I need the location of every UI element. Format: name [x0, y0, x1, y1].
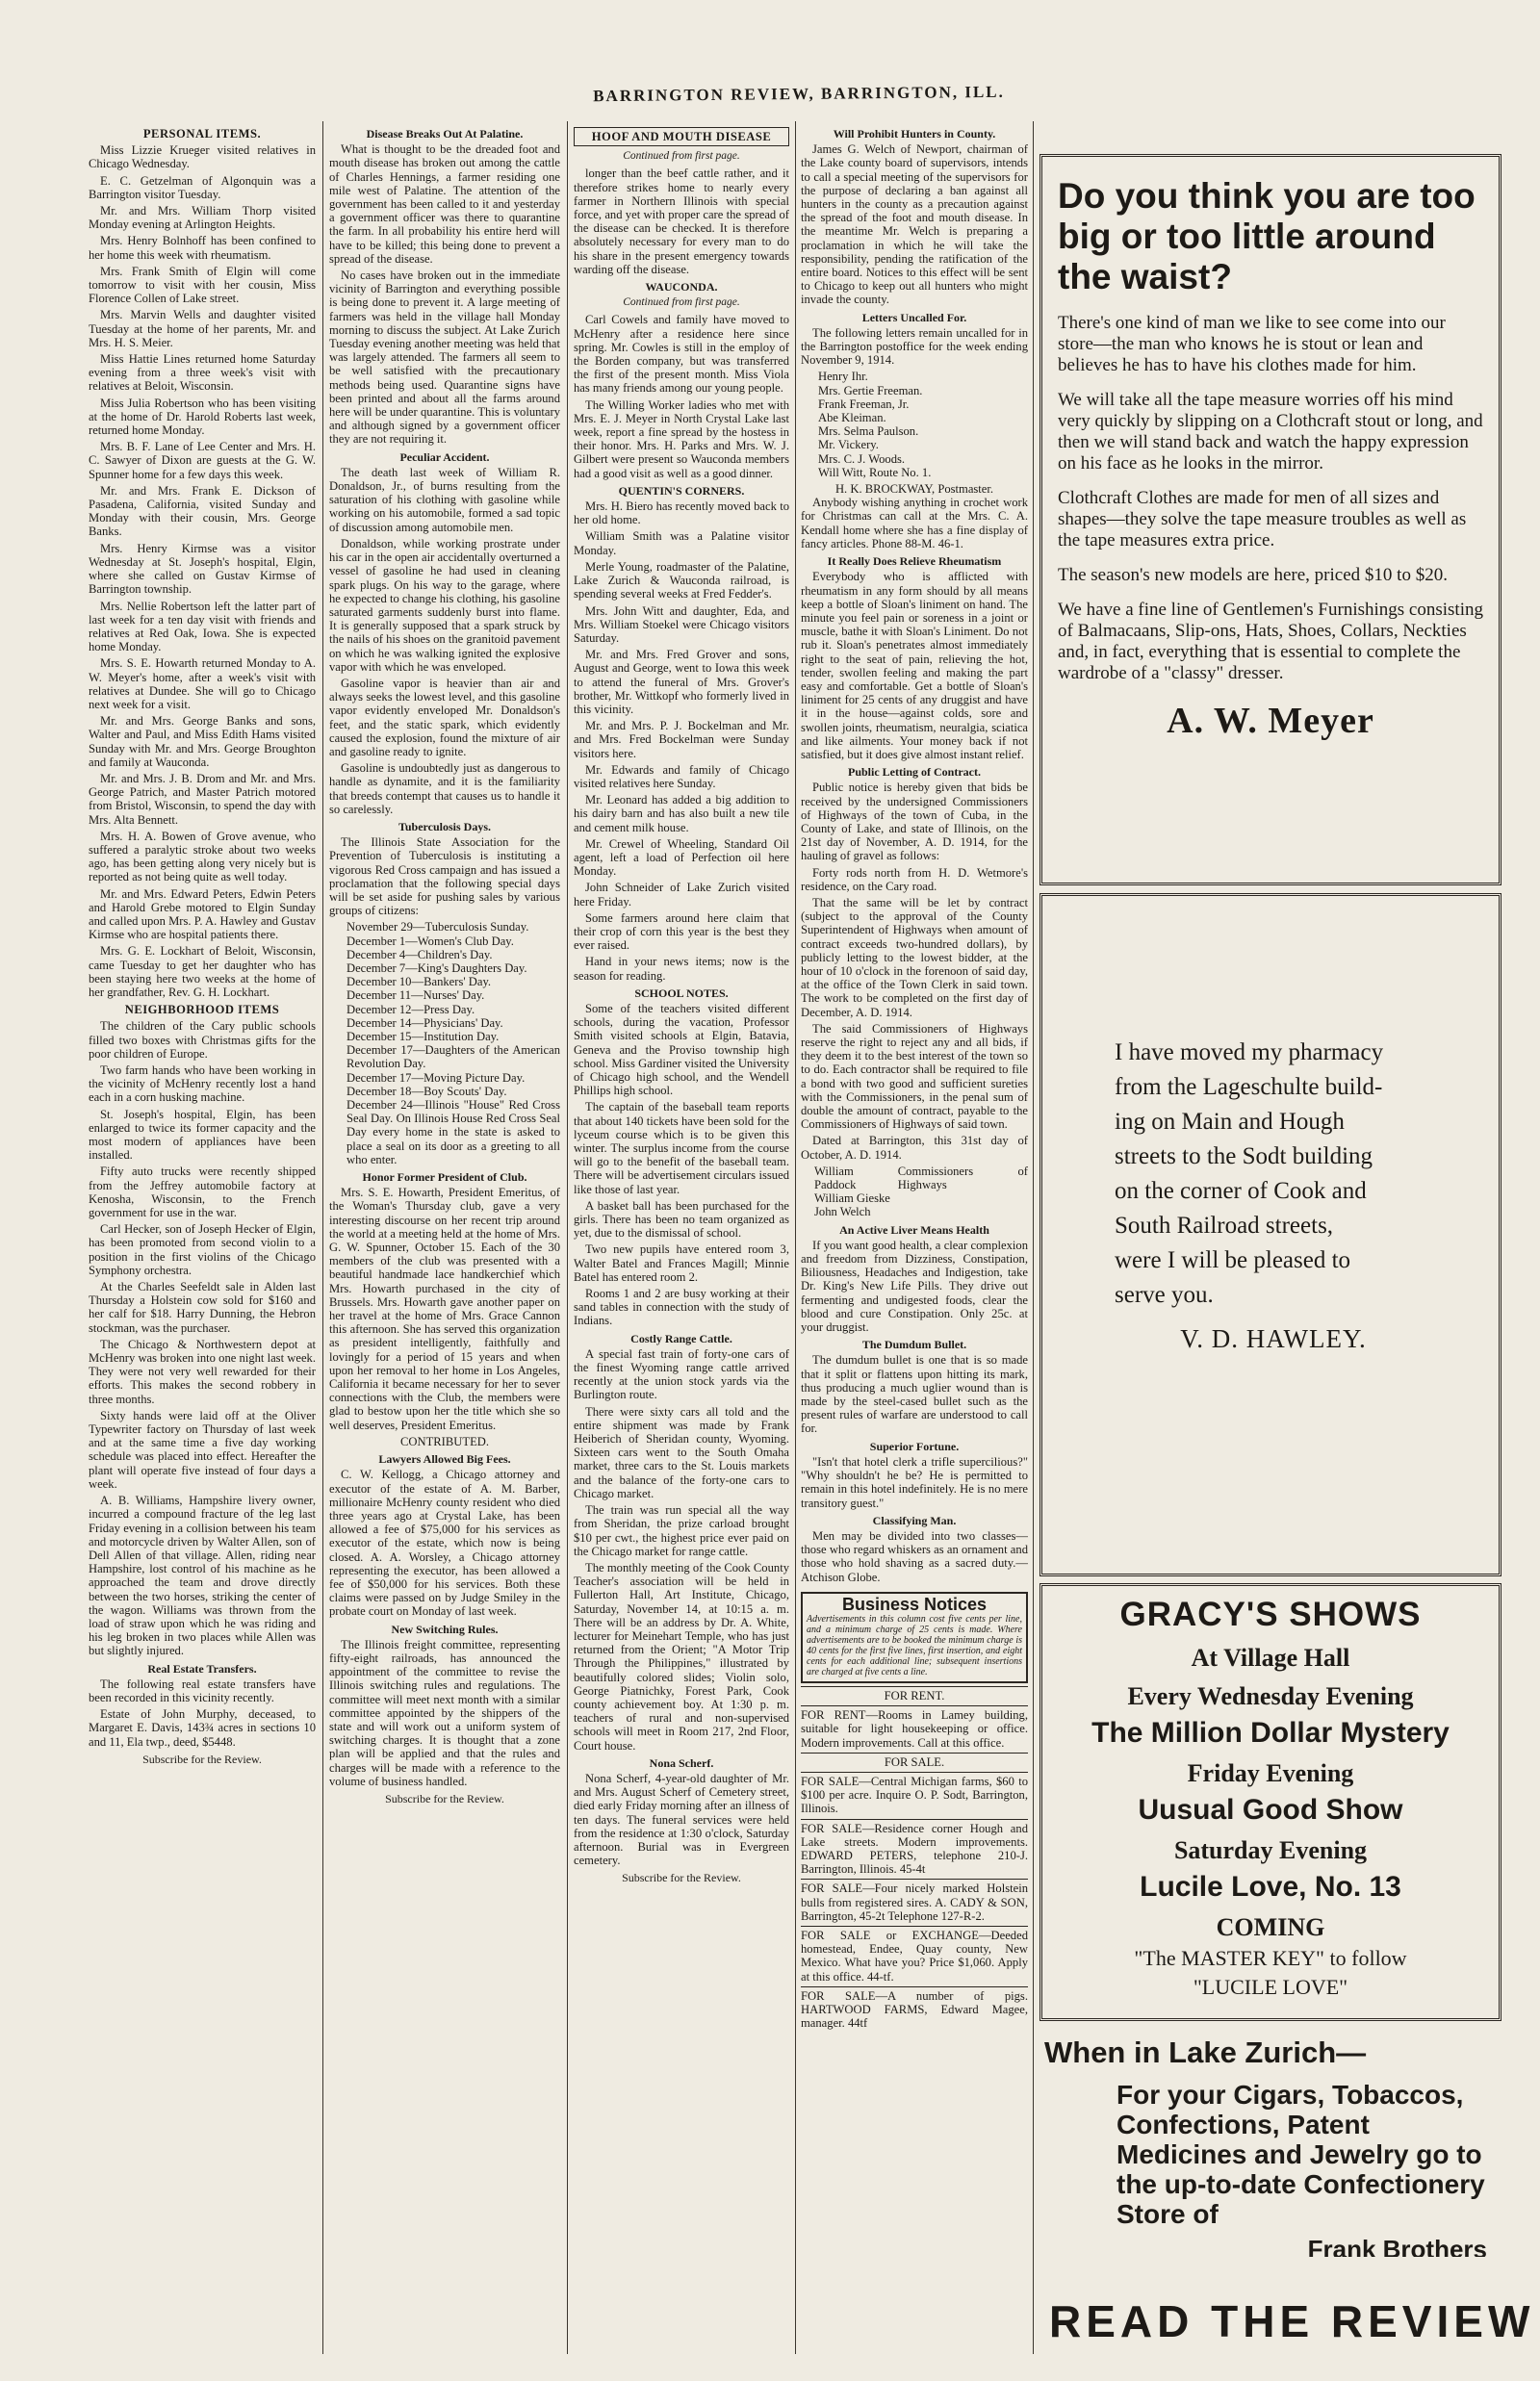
text-line: A basket ball has been purchased for the girls. There has been no team organized as yet, due to the dismissal of school.: [574, 1198, 789, 1241]
commissioners-label: Commissioners of Highways: [897, 1164, 1028, 1192]
text-line: C. W. Kellogg, a Chicago attorney and executor of the estate of A. M. Barber, millionaire McHenry county resident who died three years ago at Crystal Lake, has been allowed a fee of $75,000 for his services as executor of the estate, which now is being closed. A. A. Worsley, a Chicago attorney representing the executor, has been allowed a fee of $50,000 for his services. Both these claims were passed on by Judge Smiley in the probate court on Monday of last week.: [329, 1468, 560, 1619]
column-notices: [801, 123, 1028, 2356]
article-body: [329, 1638, 560, 1788]
letters-list: [818, 370, 1028, 479]
section-heading: It Really Does Relieve Rheumatism: [827, 554, 1002, 569]
text-line: were I will be pleased to: [1115, 1247, 1351, 1273]
text-line: Mr. and Mrs. William Thorp visited Monday evening at Arlington Heights.: [89, 204, 316, 232]
text-line: Mrs. G. E. Lockhart of Beloit, Wisconsin, came Tuesday to get her daughter who has been staying here two weeks at the home of her grandfather, Rev. G. H. Lockhart.: [89, 944, 316, 999]
text-line: The said Commissioners of Highways reserve the right to reject any and all bids, if they deem it to the best interest of the town so to do. Each contractor shall be required to file a bond with two good and sufficient sureties with the Commissioners, in the penal sum of double the amount of contract, payable to the Commissioners of Highways of said town.: [801, 1021, 1028, 1132]
text-line: Anybody wishing anything in crochet work for Christmas can call at the Mrs. C. A. Kendall home where she has a fine display of fancy articles. Phone 88-M. 46-1.: [801, 496, 1028, 550]
text-line: Miss Julia Robertson who has been visiting at the home of Dr. Harold Roberts last week, returned home Monday.: [89, 396, 316, 438]
text-line: Mr. Crewel of Wheeling, Standard Oil agent, left a load of Perfection oil here Monday.: [574, 836, 789, 879]
for-rent-heading: FOR RENT.: [801, 1686, 1028, 1703]
ad-line: Every Wednesday Evening: [1127, 1682, 1414, 1710]
text-line: December 24—Illinois "House" Red Cross Seal Day. On Illinois House Red Cross Seal Day every home in the state is asked to place a seal on its door as a greeting to all who enter.: [346, 1098, 560, 1166]
text-line: John Welch: [814, 1205, 871, 1219]
text-line: Forty rods north from H. D. Wetmore's residence, on the Cary road.: [801, 865, 1028, 893]
article-body: [801, 1529, 1028, 1584]
continued-note: Continued from first page.: [623, 150, 740, 163]
text-line: November 29—Tuberculosis Sunday.: [346, 920, 529, 934]
text-line: William Gieske: [814, 1191, 890, 1206]
article-body: [574, 166, 789, 276]
postmaster-signature: H. K. BROCKWAY, Postmaster.: [834, 482, 994, 497]
business-notices-intro: Advertisements in this column cost five cents per line, and a minimum charge of 25 cents is made. Where advertisements are to be booked the minimum charge is 40 cents for the first five lines, first insertion, and eight cents for each additional line; subsequent insertions are charged at five cents a line.: [807, 1613, 1022, 1677]
section-heading: New Switching Rules.: [391, 1622, 499, 1636]
article-body: [329, 835, 560, 917]
text-line: ing on Main and Hough: [1115, 1109, 1345, 1135]
section-heading: Real Estate Transfers.: [147, 1661, 257, 1676]
subscribe-note: Subscribe for the Review.: [142, 1752, 262, 1766]
column-news: [329, 123, 560, 2356]
text-line: We will take all the tape measure worries off his mind very quickly by slipping on a Clothcraft stout or long, and then we will stand back and watch the happy expression on his face as he looks in the mirror.: [1058, 390, 1483, 474]
text-line: Merle Young, roadmaster of the Palatine, Lake Zurich & Wauconda railroad, is spending several weeks at Fred Fedder's.: [574, 559, 789, 602]
text-line: St. Joseph's hospital, Elgin, has been enlarged to twice its former capacity and the most modern of appliances have been installed.: [89, 1107, 316, 1163]
ad-venue: At Village Hall: [1191, 1644, 1350, 1672]
text-line: Frank Freeman, Jr.: [818, 397, 910, 411]
ad-signature: A. W. Meyer: [1167, 701, 1374, 741]
column-continued: [574, 123, 789, 2356]
text-line: longer than the beef cattle rather, and it therefore strikes home to nearly every farmer in Northern Illinois with special force, and yet with proper care the spread of the disease can be checked. It is therefore absolutely necessary for every man to do his share in the present emergency towards warding off the disease.: [574, 166, 789, 276]
article-body: [89, 1677, 316, 1749]
continued-note: Continued from first page.: [623, 296, 740, 309]
section-heading: The Dumdum Bullet.: [861, 1338, 967, 1352]
subscribe-note: Subscribe for the Review.: [622, 1871, 741, 1885]
ad-line: Lucile Love, No. 13: [1140, 1871, 1401, 1903]
text-line: FOR SALE—A number of pigs. HARTWOOD FARMS, Edward Magee, manager. 44tf: [801, 1986, 1028, 2031]
for-sale-heading: FOR SALE.: [801, 1753, 1028, 1769]
text-line: The children of the Cary public schools filled two boxes with Christmas gifts for the poor children of Europe.: [89, 1019, 316, 1061]
text-line: Estate of John Murphy, deceased, to Margaret E. Davis, 143¾ acres in sections 10 and 11, Ela twp., deed, $5448.: [89, 1707, 316, 1749]
text-line: Mrs. Gertie Freeman.: [818, 383, 923, 397]
text-line: Mrs. C. J. Woods.: [818, 451, 906, 466]
text-line: FOR SALE—Four nicely marked Holstein bulls from registered sires. A. CADY & SON, Barrington, 45-2t Telephone 127-R-2.: [801, 1879, 1028, 1923]
page-masthead: BARRINGTON REVIEW, BARRINGTON, ILL.: [593, 82, 1005, 106]
article-body: [329, 1468, 560, 1618]
text-line: December 17—Moving Picture Day.: [346, 1070, 526, 1085]
business-notices-title: Business Notices: [841, 1594, 988, 1614]
text-line: Two farm hands who have been working in the vicinity of McHenry recently lost a hand each in a corn husking machine.: [89, 1063, 316, 1105]
section-heading: Costly Range Cattle.: [630, 1331, 732, 1345]
text-line: Mr. and Mrs. George Banks and sons, Walter and Paul, and Miss Edith Hams visited Sunday with Mr. and Mrs. George Broughton and family at Wauconda.: [89, 714, 316, 769]
column-personal-items: [89, 123, 316, 2356]
text-line: There were sixty cars all told and the entire shipment was made by Frank Heiberich of Sheridan county, Wyoming. Sixteen cars went to the South Omaha market, three cars to the St. Louis markets and the balance of the forty-one cars to Chicago market.: [574, 1404, 789, 1500]
ad-line: COMING: [1216, 1913, 1325, 1941]
ad-line: Saturday Evening: [1173, 1836, 1368, 1864]
text-line: Mr. and Mrs. Frank E. Dickson of Pasadena, California, visited Sunday and Monday with their cousin, Mrs. George Banks.: [89, 483, 316, 539]
text-line: Mrs. S. E. Howarth, President Emeritus, of the Woman's Thursday club, gave a very interesting discourse on her recent trip around the world at a meeting held at the home of Mrs. G. W. Spunner, October 15. Each of the 30 members of the club was presented with a beautiful handmade lace handkerchief which Mrs. Howarth purchased in the city of Brussels. Mrs. Howarth gave another paper on her travel at the home of Mrs. Grace Cannon this afternoon. She has served this organization as president intelligently, faithfully and lovingly for a period of 15 years and when upon her removal to her home in Los Angeles, California it became necessary for her to sever connections with the Club, the members were glad to bestow upon her the title which she so well deserves, President Emeritus.: [329, 1186, 560, 1432]
text-line: Mrs. Marvin Wells and daughter visited Tuesday at the home of her parents, Mr. and Mrs. H. S. Meier.: [89, 308, 316, 349]
text-line: Carl Hecker, son of Joseph Hecker of Elgin, has been promoted from second violin to a position in the first violins of the Chicago Symphony orchestra.: [89, 1222, 316, 1277]
section-heading: Nona Scherf.: [649, 1755, 714, 1770]
ad-headline: Do you think you are too big or too little around the waist?: [1058, 176, 1476, 296]
classified-ads: [801, 1772, 1028, 2030]
text-line: The Chicago & Northwestern depot at McHenry was broken into one night last week. They were not very well rewarded for their efforts. This makes the second robbery in three months.: [89, 1337, 316, 1406]
article-body: [801, 496, 1028, 550]
text-line: Clothcraft Clothes are made for men of all sizes and shapes—they solve the tape measure troubles as well as the tape measures extra price.: [1058, 488, 1467, 550]
text-line: The monthly meeting of the Cook County Teacher's association will be held in Fullerton Hall, Art Institute, Chicago, Saturday, November 14, at 10:15 a. m. There will be an address by Dr. A. White, lecturer for Meinehart Temple, who has just returned from the Orient; "A Motor Trip Through the Philippines," illustrated by beautifully colored slides; Violin solo, George Piatnichky, Forest Park, Cook county achievement boy. At 1:30 p. m. teachers of rural and non-supervised schools will meet in Room 217, 2nd Floor, Court house.: [574, 1560, 789, 1753]
text-line: Gasoline vapor is heavier than air and always seeks the lowest level, and this gasoline vapor evidently enveloped Mr. Donaldson's feet, and the static spark, which evidently caused the explosion, found the mixture of air and gasoline ready to ignite.: [329, 676, 560, 758]
article-body: [801, 1353, 1028, 1435]
text-line: E. C. Getzelman of Algonquin was a Barrington visitor Tuesday.: [89, 173, 316, 201]
footer-banner: READ THE REVIEW: [1049, 2296, 1535, 2346]
ad-body: [1115, 1036, 1480, 1313]
text-line: December 15—Institution Day.: [346, 1030, 500, 1043]
article-body: [574, 313, 789, 479]
text-line: from the Lageschulte build-: [1115, 1074, 1383, 1100]
article-body: [329, 466, 560, 816]
text-line: Sixty hands were laid off at the Oliver Typewriter factory on Thursday of last week and at the same time a five day working schedule was placed into effect. Hereafter the plant will operate five instead of four days a week.: [89, 1408, 316, 1491]
section-heading: Tuberculosis Days.: [398, 819, 492, 833]
text-line: December 7—King's Daughters Day.: [346, 960, 527, 975]
text-line: December 11—Nurses' Day.: [346, 988, 485, 1003]
text-line: At the Charles Seefeldt sale in Alden last Thursday a Holstein cow sold for $160 and her calf for $18. Harry Dunning, the Hebron stockman, was the purchaser.: [89, 1280, 316, 1335]
text-line: Public notice is hereby given that bids be received by the undersigned Commissioners of Highways of the town of Cuba, in the County of Lake, and state of Illinois, on the 21st day of November, A. D. 1914, for the hauling of gravel as follows:: [801, 781, 1028, 863]
ad-signature: V. D. HAWLEY.: [1180, 1324, 1367, 1353]
ad-line: Uusual Good Show: [1138, 1794, 1403, 1826]
text-line: If you want good health, a clear complexion and freedom from Dizziness, Constipation, Biliousness, Headaches and Indigestion, take Dr. King's New Life Pills. They drive out fermenting and undigested foods, clear the blood and cure Constipation. Only 25c. at your druggist.: [801, 1238, 1028, 1335]
column-rule: [322, 121, 323, 2354]
text-line: Abe Kleiman.: [818, 411, 886, 425]
text-line: Men may be divided into two classes—those who regard whiskers as an ornament and those who hold shaving as a sacred duty.—Atchison Globe.: [801, 1528, 1028, 1584]
text-line: Mr. Leonard has added a big addition to his dairy barn and has also built a new tile and cement milk house.: [574, 793, 789, 834]
article-body: [89, 1019, 316, 1657]
text-line: FOR SALE—Central Michigan farms, $60 to $100 per acre. Inquire O. P. Sodt, Barrington, Illinois.: [801, 1772, 1028, 1816]
ad-body: [1058, 313, 1483, 684]
text-line: Mr. Vickery.: [818, 438, 879, 452]
section-heading: HOOF AND MOUTH DISEASE: [574, 127, 789, 146]
text-line: Mr. Edwards and family of Chicago visited relatives here Sunday.: [574, 762, 789, 790]
commissioners-block: [814, 1165, 1028, 1219]
section-heading: Classifying Man.: [872, 1513, 957, 1527]
text-line: Mrs. Selma Paulson.: [818, 424, 919, 439]
confectionery-advertisement: [1044, 2035, 1506, 2257]
subscribe-note: Subscribe for the Review.: [385, 1791, 504, 1805]
text-line: Mrs. Nellie Robertson left the latter part of last week for a ten day visit with friends and relatives at Red Oak, Iowa. She is expected home Monday.: [89, 599, 316, 654]
business-notices-box: [801, 1592, 1028, 1683]
text-line: A. B. Williams, Hampshire livery owner, incurred a compound fracture of the leg last Friday evening in a collision between his team and motorcycle driven by Walter Allen, son of Dell Allen of that village. Allen, riding near Hampshire, lost control of his machine as he approached the team and drove directly between the two horses, striking the center of the wagon. Williams was thrown from the load of straw upon which he was riding and his leg broken in two places while Allen was but slightly injured.: [89, 1494, 316, 1658]
text-line: FOR SALE or EXCHANGE—Deeded homestead, Endee, Quay county, New Mexico. What have you? Price $1,060. Apply at this office. 44-tf.: [801, 1926, 1028, 1984]
text-line: Some of the teachers visited different schools, during the vacation, Professor Smith visited schools at Elgin, Batavia, Geneva and the Proviso township high school. Miss Gardiner visited the University of Chicago high school, and the Wendell Phillips high school.: [574, 1001, 789, 1098]
contributed-note: CONTRIBUTED.: [400, 1434, 489, 1448]
article-body: [801, 570, 1028, 761]
text-line: We have a fine line of Gentlemen's Furnishings consisting of Balmacaans, Slip-ons, Hats, Shoes, Collars, Neckties and, in fact, everything that is essential to complete the wardrobe of a "classy" dresser.: [1058, 600, 1483, 683]
ad-line: "LUCILE LOVE": [1193, 1975, 1348, 1999]
text-line: December 10—Bankers' Day.: [346, 975, 492, 989]
text-line: What is thought to be the dreaded foot and mouth disease has broken out among the cattle of Charles Hennings, a farmer residing one mile west of Palatine. The attention of the government has been called to it and yesterday a government officer was there to quarantine the farm. In all probability his entire herd will have to be killed; this being done to prevent a spread of the disease.: [329, 142, 560, 266]
text-line: Henry Ihr.: [818, 370, 868, 384]
text-line: Will Witt, Route No. 1.: [818, 465, 932, 479]
article-body: [801, 1239, 1028, 1334]
section-heading: PERSONAL ITEMS.: [142, 127, 262, 141]
ad-headline: When in Lake Zurich—: [1044, 2035, 1367, 2069]
text-line: December 1—Women's Club Day.: [346, 934, 514, 948]
text-line: Miss Lizzie Krueger visited relatives in Chicago Wednesday.: [89, 143, 316, 171]
text-line: Carl Cowels and family have moved to McHenry after a residence here since spring. Mr. Cowles is still in the employ of the Borden company, but was transferred the first of the present month. Miss Viola has many friends among our young people.: [574, 313, 789, 396]
text-line: Mr. and Mrs. J. B. Drom and Mr. and Mrs. George Patrich, and Master Patrich motored from Bristol, Wisconsin, to spend the day with Mrs. Alta Bennett.: [89, 771, 316, 827]
section-heading: Lawyers Allowed Big Fees.: [378, 1452, 511, 1467]
text-line: James G. Welch of Newport, chairman of the Lake county board of supervisors, intends to call a special meeting of the supervisors for the purpose of declaring a ban against all hunters in the county as a precaution against the spread of the foot and mouth disease. In the meantime Mr. Welch is preparing a proclamation in which he will take the responsibility, pending the ratification of the entire board. Notices to this effect will be sent to Chicago to keep out all hunters who might invade the county.: [801, 142, 1028, 307]
pharmacy-advertisement: [1040, 893, 1502, 1576]
column-rule: [567, 121, 568, 2354]
section-heading: QUENTIN'S CORNERS.: [618, 483, 745, 498]
article-body: [801, 142, 1028, 306]
text-line: serve you.: [1115, 1282, 1214, 1308]
text-line: Mrs. John Witt and daughter, Eda, and Mrs. William Stoekel were Chicago visitors Saturday.: [574, 603, 789, 645]
text-line: Dated at Barrington, this 31st day of October, A. D. 1914.: [801, 1134, 1028, 1162]
text-line: That the same will be let by contract (subject to the approval of the County Superintendent of Highways when amount of contract exceeds two-hundred dollars), by publicly letting to the lowest bidder, at the hour of 10 o'clock in the forenoon of said day, at the office of the Town Clerk in said town. The work to be completed on the first day of December, A. D. 1914.: [801, 895, 1028, 1019]
text-line: Mr. and Mrs. Fred Grover and sons, August and George, went to Iowa this week to attend the funeral of Mrs. Grover's brother, Mr. Wittkopf who formerly lived in this vicinity.: [574, 648, 789, 716]
text-line: Fifty auto trucks were recently shipped from the Jeffrey automobile factory at Kenosha, Wisconsin, to the French government for use in the war.: [89, 1165, 316, 1220]
text-line: December 12—Press Day.: [346, 1002, 475, 1016]
text-line: Gasoline is undoubtedly just as dangerous to handle as dynamite, and it is the familiarity that breeds contempt that causes us to handle it so carelessly.: [329, 761, 560, 816]
column-rule: [1033, 121, 1034, 2354]
article-body: [801, 1455, 1028, 1510]
days-list: [346, 920, 560, 1166]
text-line: December 14—Physicians' Day.: [346, 1015, 503, 1030]
article-body: [574, 1772, 789, 1867]
text-line: William Smith was a Palatine visitor Monday.: [574, 529, 789, 557]
text-line: Miss Hattie Lines returned home Saturday evening from a three week's visit with relatives at Beloit, Wisconsin.: [89, 352, 316, 394]
text-line: Mrs. H. Biero has recently moved back to her old home.: [574, 499, 789, 527]
classified-ad: FOR RENT—Rooms in Lamey building, suitable for light housekeeping or office. Modern improvements. Call at this office.: [801, 1705, 1028, 1750]
section-heading: Letters Uncalled For.: [861, 310, 967, 324]
text-line: December 17—Daughters of the American Revolution Day.: [346, 1043, 560, 1071]
text-line: John Schneider of Lake Zurich visited here Friday.: [574, 881, 789, 909]
text-line: Mrs. H. A. Bowen of Grove avenue, who suffered a paralytic stroke about two weeks ago, has been getting along very nicely but is reported as not being quite as well today.: [89, 829, 316, 884]
article-body: [574, 1347, 789, 1753]
commissioners-names: [814, 1165, 892, 1219]
text-line: Some farmers around here claim that their crop of corn this year is the best they ever raised.: [574, 910, 789, 953]
clothing-advertisement: [1040, 154, 1502, 885]
text-line: There's one kind of man we like to see come into our store—the man who knows he is stout or lean and believes he has to have his clothes made for him.: [1058, 313, 1446, 375]
text-line: FOR SALE—Residence corner Hough and Lake streets. Modern improvements. EDWARD PETERS, telephone 210-J. Barrington, Illinois. 45-4t: [801, 1819, 1028, 1877]
text-line: Mrs. Frank Smith of Elgin will come tomorrow to visit with her cousin, Miss Florence Collen of Lake street.: [89, 264, 316, 306]
section-heading: Disease Breaks Out At Palatine.: [366, 127, 524, 141]
text-line: "Isn't that hotel clerk a trifle supercilious?" "Why shouldn't he be? He is permitted to remain in this hotel indefinitely. He is no mere transitory guest.": [801, 1454, 1028, 1510]
article-body: [329, 1186, 560, 1432]
text-line: Nona Scherf, 4-year-old daughter of Mr. and Mrs. August Scherf of Cemetery street, died early Friday morning after an illness of ten days. The funeral services were held from the residence at 1:30 o'clock, Saturday afternoon. Burial was in Evergreen cemetery.: [574, 1771, 789, 1868]
text-line: The Illinois State Association for the Prevention of Tuberculosis is instituting a vigorous Red Cross campaign and has issued a proclamation that the following special days will be set aside for pushing sales by various groups of citizens:: [329, 835, 560, 918]
ad-signature: Frank Brothers: [1307, 2235, 1487, 2257]
ad-body: For your Cigars, Tobaccos, Confections, Patent Medicines and Jewelry go to the up-to-date Confectionery Store of: [1116, 2080, 1485, 2229]
text-line: William Paddock: [814, 1164, 857, 1192]
text-line: Mrs. Henry Bolnhoff has been confined to her home this week with rheumatism.: [89, 234, 316, 262]
ad-line: The Million Dollar Mystery: [1091, 1717, 1450, 1749]
text-line: No cases have broken out in the immediate vicinity of Barrington and everything possible is being done to prevent it. A large meeting of farmers was held in the village hall Monday morning to discuss the subject. At Lake Zurich Tuesday evening another meeting was held that was largely attended. The farmers all seem to be well satisfied with the precautionary methods being used. Quarantine signs have been printed and about all the farms around here will be under quarantine. This is voluntary and although signed by a government officer they are not requiring it.: [329, 269, 560, 447]
text-line: The dumdum bullet is one that is so made that it split or flattens upon hitting its mark, thus producing a much uglier wound than is made by the steel-cased bullet such as the present rules of warfare are understood to call for.: [801, 1353, 1028, 1436]
section-heading: An Active Liver Means Health: [839, 1222, 989, 1237]
text-line: Everybody who is afflicted with rheumatism in any form should by all means keep a bottle of Sloan's liniment on hand. The minute you feel pain or soreness in a joint or muscle, bathe it with Sloan's Liniment. Do not rub it. Sloan's penetrates almost immediately right to the seat of pain, relieving the hot, tender, swollen feeling and making the part easy and comfortable. Get a bottle of Sloan's liniment for 25 cents of any druggist and have it in the house—against colds, sore and swollen joints, rheumatism, neuralgia, sciatica and like ailments. Your money back if not satisfied, but it does give almost instant relief.: [801, 570, 1028, 761]
section-heading: Superior Fortune.: [869, 1439, 960, 1453]
article-body: [801, 326, 1028, 368]
text-line: The death last week of William R. Donaldson, Jr., of burns resulting from the saturation of his clothing with gasoline while working on his automobile, formed a sad topic of discussion among automobile men.: [329, 465, 560, 534]
text-line: The train was run special all the way from Sheridan, the prize carload brought $10 per cwt., the highest price ever paid on the Chicago market for range cattle.: [574, 1503, 789, 1558]
section-heading: WAUCONDA.: [645, 280, 718, 294]
section-heading: Public Letting of Contract.: [848, 765, 981, 780]
article-body: [574, 1002, 789, 1328]
text-line: December 18—Boy Scouts' Day.: [346, 1084, 507, 1098]
ad-title: GRACY'S SHOWS: [1119, 1596, 1422, 1633]
section-heading: Honor Former President of Club.: [362, 1170, 527, 1185]
section-heading: NEIGHBORHOOD ITEMS: [124, 1003, 280, 1017]
shows-advertisement: [1040, 1583, 1502, 2021]
ad-line: "The MASTER KEY" to follow: [1134, 1946, 1407, 1970]
section-heading: Will Prohibit Hunters in County.: [833, 127, 996, 141]
text-line: Two new pupils have entered room 3, Walter Batel and Frances Magill; Minnie Batel has entered room 2.: [574, 1242, 789, 1284]
article-body: [574, 499, 789, 983]
text-line: The following real estate transfers have been recorded in this vicinity recently.: [89, 1677, 316, 1704]
text-line: Donaldson, while working prostrate under his car in the open air accidentally overturned a vessel of gasoline he had used in cleaning spark plugs. On his way to the garage, where he expected to change his clothing, his gasoline saturated garments suddenly burst into flame. It is generally supposed that a spark struck by the nails of his shoes on the granitoid pavement on which he was walking ignited the explosive vapor with which he was enveloped.: [329, 536, 560, 674]
text-line: Mrs. S. E. Howarth returned Monday to A. W. Meyer's home, after a week's visit with relatives at Dundee. She will go to Chicago next week for a visit.: [89, 656, 316, 711]
text-line: Mr. and Mrs. Edward Peters, Edwin Peters and Harold Grebe motored to Elgin Sunday and called upon Mrs. P. A. Hawley and Gustav Kirmse who are hospital patients there.: [89, 886, 316, 942]
text-line: The following letters remain uncalled for in the Barrington postoffice for the week ending November 9, 1914.: [801, 325, 1028, 368]
text-line: Mr. and Mrs. P. J. Bockelman and Mr. and Mrs. Fred Bockelman were Sunday visitors here.: [574, 719, 789, 760]
text-line: Hand in your news items; now is the season for reading.: [574, 955, 789, 983]
text-line: streets to the Sodt building: [1115, 1143, 1373, 1169]
text-line: A special fast train of forty-one cars of the finest Wyoming range cattle arrived recently at the union stock yards via the Burlington route.: [574, 1346, 789, 1402]
text-line: The Willing Worker ladies who met with Mrs. E. J. Meyer in North Crystal Lake last week, report a fine spread by the hostess in their honor. Mrs. H. Parks and Mrs. W. J. Gilbert were present so Wauconda members had a good visit as well as a good dinner.: [574, 397, 789, 480]
article-body: [801, 781, 1028, 1161]
text-line: I have moved my pharmacy: [1115, 1039, 1384, 1065]
text-line: on the corner of Cook and: [1115, 1178, 1367, 1204]
article-body: [89, 143, 316, 999]
ad-line: Friday Evening: [1187, 1759, 1354, 1787]
text-line: Mrs. Henry Kirmse was a visitor Wednesday at St. Joseph's hospital, Elgin, where she called on Gustav Kirmse of Barrington township.: [89, 541, 316, 597]
text-line: The Illinois freight committee, representing fifty-eight railroads, has announced the appointment of the committee to revise the Illinois switching rules and regulations. The committee will meet next month with a similar committee appointed by the shippers of the state and will work out a uniform system of switching charges. It is thought that a zone plan will be applied and that the rules and charges will be made with a reference to the volume of business handled.: [329, 1637, 560, 1788]
text-line: The captain of the baseball team reports that about 140 tickets have been sold for the lyceum course which is to be given this winter. The surplus income from the course will go to the benefit of the baseball team. There will be advertisement circulars issued like those of last year.: [574, 1100, 789, 1196]
text-line: December 4—Children's Day.: [346, 947, 493, 961]
text-line: Rooms 1 and 2 are busy working at their sand tables in connection with the study of Indians.: [574, 1287, 789, 1328]
text-line: South Railroad streets,: [1115, 1213, 1334, 1239]
text-line: The season's new models are here, priced $10 to $20.: [1058, 565, 1448, 585]
text-line: Mrs. B. F. Lane of Lee Center and Mrs. H. C. Sawyer of Dixon are guests at the G. W. Spunner home for a few days this week.: [89, 440, 316, 481]
section-heading: SCHOOL NOTES.: [634, 986, 729, 1000]
article-body: [329, 142, 560, 446]
column-rule: [795, 121, 796, 2354]
section-heading: Peculiar Accident.: [399, 449, 490, 464]
